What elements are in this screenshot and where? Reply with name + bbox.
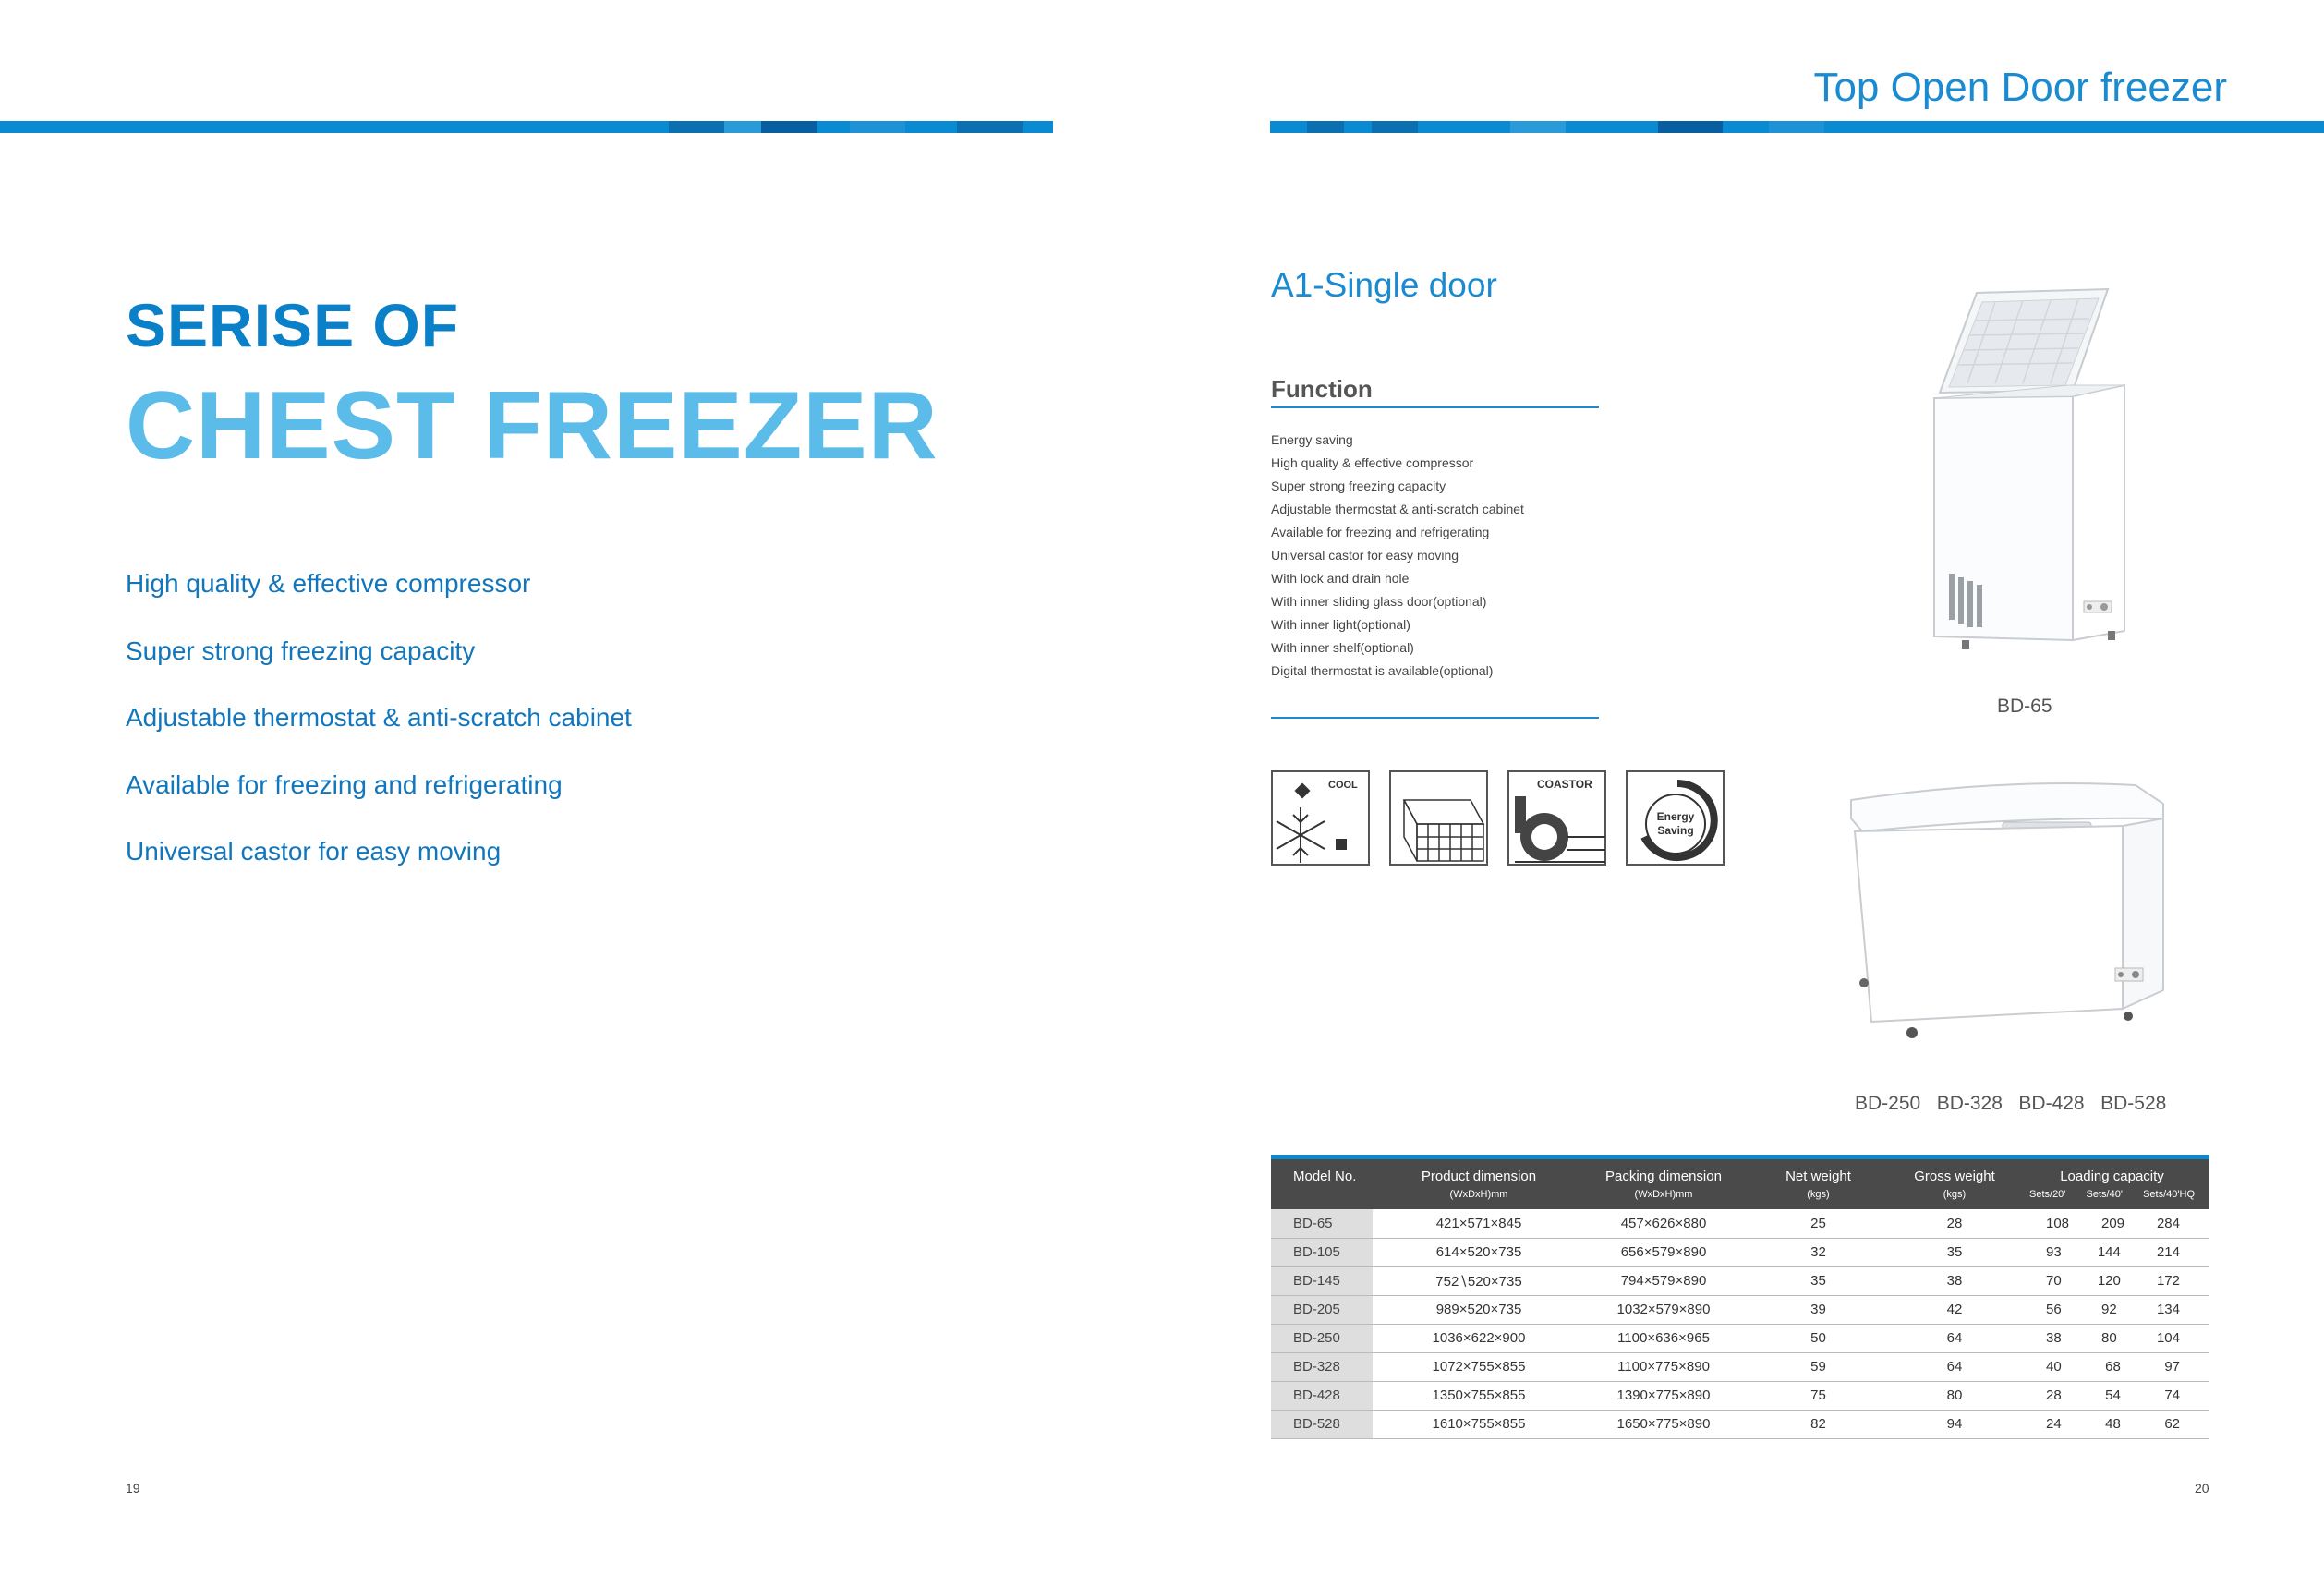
energy-label-2: Saving: [1657, 824, 1694, 837]
col-product: Product dimension (WxDxH)mm: [1373, 1159, 1585, 1209]
product-subtitle: A1-Single door: [1271, 266, 1497, 304]
col-model: Model No.: [1271, 1159, 1373, 1209]
caption-large-models: BD-250 BD-328 BD-428 BD-528: [1855, 1093, 2167, 1114]
function-list: [1271, 430, 1524, 684]
function-divider-top: [1271, 406, 1599, 408]
spec-table: [1271, 1155, 2209, 1439]
col-loading: Loading capacity Sets/20' Sets/40' Sets/40'HQ: [2015, 1159, 2209, 1209]
function-item: With inner light(optional): [1271, 617, 1410, 632]
coastor-icon: [1507, 770, 1606, 866]
col-gross: Gross weight (kgs): [1894, 1159, 2015, 1209]
table-row: BD-65 421×571×845 457×626×880 25 28 108 209 284: [1271, 1209, 2209, 1238]
coastor-icon-label: COASTOR: [1537, 778, 1592, 791]
feature-item: Super strong freezing capacity: [126, 636, 476, 665]
feature-list: [126, 565, 632, 901]
table-row: BD-205 989×520×735 1032×579×890 39 42 56 92 134: [1271, 1295, 2209, 1324]
function-item: Universal castor for easy moving: [1271, 548, 1459, 563]
function-item: Available for freezing and refrigerating: [1271, 525, 1490, 539]
feature-item: Universal castor for easy moving: [126, 837, 502, 866]
page-number-right: 20: [2195, 1481, 2209, 1496]
col-net: Net weight (kgs): [1742, 1159, 1894, 1209]
section-title: Top Open Door freezer: [1813, 65, 2227, 110]
cool-icon-label: COOL: [1328, 780, 1358, 791]
function-item: Digital thermostat is available(optional): [1271, 663, 1494, 678]
table-row: BD-250 1036×622×900 1100×636×965 50 64 38 80 104: [1271, 1324, 2209, 1352]
table-row: BD-145 752∖520×735 794×579×890 35 38 70 120 172: [1271, 1266, 2209, 1295]
header-bar-right: [1270, 121, 2324, 133]
function-item: Energy saving: [1271, 432, 1353, 447]
basket-icon: [1389, 770, 1488, 866]
table-row: BD-528 1610×755×855 1650×775×890 82 94 24 48 62: [1271, 1410, 2209, 1438]
function-item: With lock and drain hole: [1271, 571, 1410, 586]
cool-icon: [1271, 770, 1370, 866]
function-heading: Function: [1271, 375, 1373, 403]
energy-label-1: Energy: [1656, 810, 1695, 823]
table-row: BD-328 1072×755×855 1100×775×890 59 64 40 68 97: [1271, 1352, 2209, 1381]
feature-item: High quality & effective compressor: [126, 569, 531, 598]
function-item: Adjustable thermostat & anti-scratch cabinet: [1271, 502, 1524, 516]
function-divider-bottom: [1271, 717, 1599, 719]
feature-item: Adjustable thermostat & anti-scratch cabinet: [126, 703, 632, 732]
energy-saving-icon: [1626, 770, 1725, 866]
table-row: BD-428 1350×755×855 1390×775×890 75 80 28 54 74: [1271, 1381, 2209, 1410]
page-title-line2: CHEST FREEZER: [126, 372, 938, 479]
page-number-left: 19: [126, 1481, 140, 1496]
function-item: High quality & effective compressor: [1271, 455, 1474, 470]
header-bar-left: [0, 121, 1053, 133]
function-item: With inner sliding glass door(optional): [1271, 594, 1487, 609]
caption-bd65: BD-65: [1997, 696, 2052, 717]
freezer-bd65-image: [1903, 282, 2143, 670]
function-item: With inner shelf(optional): [1271, 640, 1414, 655]
table-row: BD-105 614×520×735 656×579×890 32 35 93 144 214: [1271, 1238, 2209, 1266]
freezer-wide-image: [1846, 774, 2169, 1042]
feature-item: Available for freezing and refrigerating: [126, 769, 563, 799]
col-packing: Packing dimension (WxDxH)mm: [1585, 1159, 1742, 1209]
function-item: Super strong freezing capacity: [1271, 479, 1446, 493]
page-title-line1: SERISE OF: [126, 291, 460, 359]
